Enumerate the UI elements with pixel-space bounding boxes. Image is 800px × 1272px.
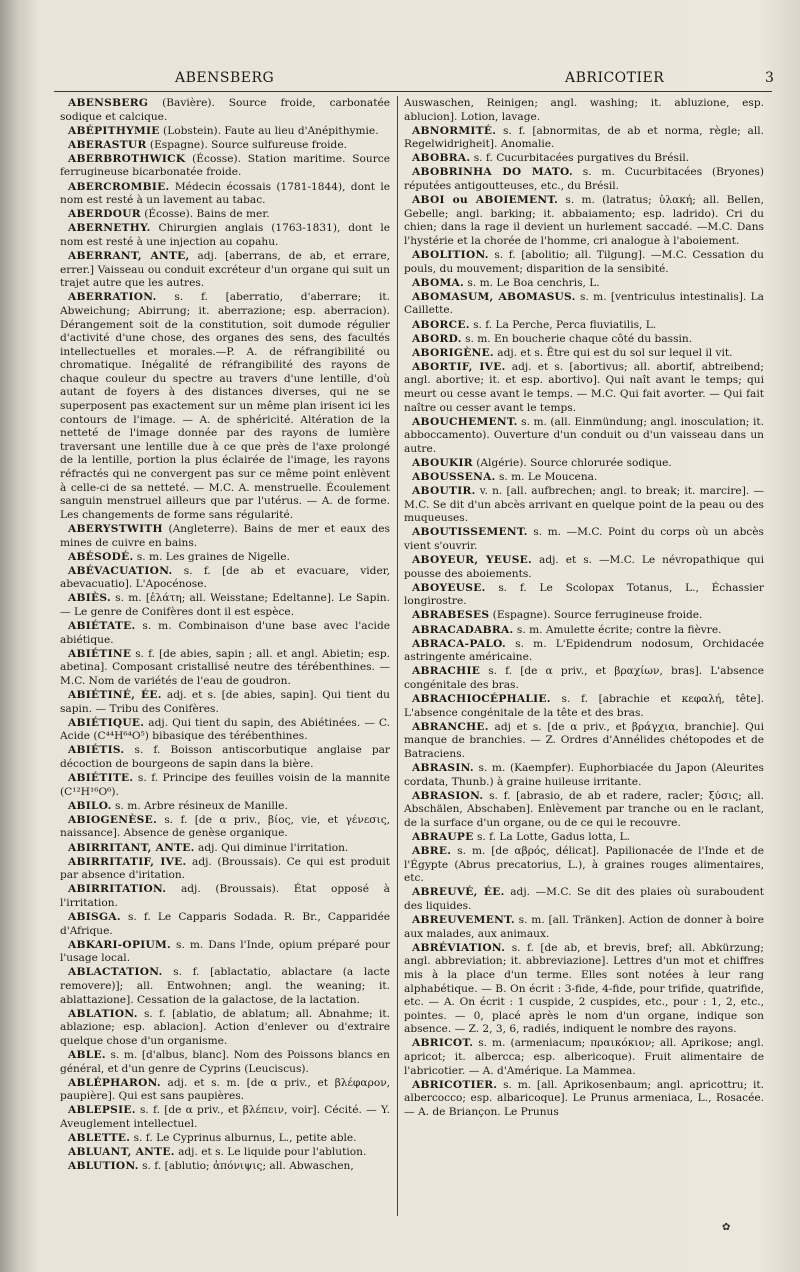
entry-definition: (Algérie). Source chlorurée sodique. [472,456,672,469]
entry-definition: adj. [aberrans, de ab, et errare, errer.] Vaisseau ou conduit excréteur d'un organe qui suit un trajet autre que les autres. [60,250,391,290]
entry-headword: ABOUKIR [412,456,473,469]
entry-definition: s. m. Combinaison d'une base avec l'acide abiétique. [60,620,390,646]
entry-headword: ABLACTATION. [68,966,163,979]
entry-headword: ABERDOUR [68,208,141,221]
entry-headword: ABRACHIOCÉPHALIE. [412,693,551,706]
entry-definition: adj. et s. [abortivus; all. abortif, abtreibend; angl. abortive; it. et esp. abortivo]. Qui naît avant le temps; qui meurt ou cesse avant le temps. — M.C. Qui fait avorter. — Qui fait naître ou cesser avant le temps. [404,360,764,414]
entry-headword: ABOYEUSE. [412,581,486,594]
entry-definition: s. f. [de abies, sapin ; all. et angl. Abietin; esp. abetina]. Composant cristallisé neutre des térébenthines. — M.C. Nom de variétés de l'eau de goudron. [60,647,390,687]
entry-definition: s. f. La Perche, Perca fluviatilis, L. [469,318,657,331]
entry-definition: s. m. Cucurbitacées (Bryones) réputées antigoutteuses, etc., du Brésil. [404,166,765,193]
entry-headword: ABNORMITÉ. [412,124,497,137]
entry-headword: ABIÉTATE. [68,620,136,633]
dictionary-entry [60,1077,390,1104]
entry-definition: s. f. [ablactatio, ablactare (a lacte removere)]; all. Entwohnen; angl. the weaning; it. ablattazione]. Cessation de la galactose, de la lactation. [60,966,390,1006]
dictionary-entry [404,609,764,623]
entry-definition: s. f. Boisson antiscorbutique anglaise par décoction de bourgeons de sapin dans la bière. [60,744,390,770]
entry-headword: ABIÉTIS. [68,744,125,757]
dictionary-entry [60,689,390,716]
dictionary-entry [60,966,390,1007]
entry-headword: ABOUCHEMENT. [412,415,518,428]
entry-headword: ABIÉTITE. [68,772,134,785]
dictionary-entry [404,277,764,291]
entry-headword: ABIRRITATIF, IVE. [68,855,187,868]
entry-headword: ABRACADABRA. [412,623,514,636]
dictionary-entry [404,416,764,457]
entry-definition: s. f. Le Capparis Sodada. R. Br., Capparidée d'Afrique. [60,911,390,937]
dictionary-entry [404,942,764,1037]
entry-headword: ABIRRITANT, ANTE. [68,841,195,854]
dictionary-entry [60,620,390,647]
dictionary-entry [404,721,764,762]
dictionary-entry [404,333,764,347]
right-column [404,97,764,1120]
entry-headword: ABERBROTHWICK [68,152,186,165]
entry-definition: s. f. [de α priv., et βραχίων, bras]. L'absence congénitale des bras. [404,665,764,691]
entry-headword: ABERNETHY. [68,222,151,235]
entry-headword: ABRABESES [412,609,490,622]
entry-definition: adj. et s. m. [de α priv., et βλέφαρον, paupière]. Qui est sans paupières. [60,1076,390,1103]
dictionary-entry [404,319,764,333]
entry-definition: s. f. La Lotte, Gadus lotta, L. [473,830,630,843]
entry-headword: ABORD. [412,332,462,345]
entry-definition: s. f. [abrachie et κεφαλή, tête]. L'absence congénitale de la tête et des bras. [404,693,764,719]
dictionary-entry [60,565,390,592]
entry-headword: ABRÉVIATION. [412,941,506,954]
entry-definition: s. m. L'Epidendrum nodosum, Orchidacée astringente américaine. [404,637,764,664]
entry-headword: ABREUVEMENT. [412,914,515,927]
entry-definition: s. m. Arbre résineux de Manille. [111,799,288,812]
column-divider [397,96,398,1216]
entry-definition: Auswaschen, Reinigen; angl. washing; it. abluzione, esp. ablucion]. Lotion, lavage. [404,97,764,123]
entry-definition: s. m. Le Boa cenchris, L. [464,276,600,289]
dictionary-entry [404,845,764,886]
entry-definition: s. m. [all. Aprikosenbaum; angl. apricottru; it. albercocco; esp. albaricoque]. Le Prunus armeniaca, L., Rosacée. — A. de Briançon. Le Prunus [404,1078,764,1118]
entry-headword: ABISGA. [68,911,121,924]
entry-definition: s. f. [abnormitas, de ab et norma, règle; all. Regelwidrigheit]. Anomalie. [404,124,764,151]
entry-headword: ABÉPITHYMIE [68,124,160,137]
entry-definition: adj. —M.C. Se dit des plaies où suraboudent des liquides. [404,886,764,912]
entry-definition: Médecin écossais (1781-1844), dont le nom est resté à un lavement au tabac. [60,180,390,207]
entry-definition: adj. Qui tient du sapin, des Abiétinées. — C. Acide (C⁴⁴H⁶⁴O⁵) bibasique des térébenthines. [60,716,390,743]
entry-headword: ABRAUPE [412,830,474,843]
left-column [60,97,390,1174]
running-header [0,70,800,92]
entry-headword: ABRACA-PALO. [412,637,507,650]
entry-headword: ABRICOT. [412,1037,474,1050]
entry-definition: s. m. Dans l'Inde, opium préparé pour l'usage local. [60,938,390,965]
entry-headword: ABREUVÉ, ÉE. [412,886,505,899]
dictionary-entry [60,291,390,522]
dictionary-entry [404,152,764,166]
dictionary-entry [60,551,390,565]
dictionary-entry [404,554,764,581]
entry-definition: s. m. En boucherie chaque côté du bassin. [461,332,693,345]
dictionary-entry [404,624,764,638]
entry-definition: Chirurgien anglais (1763-1831), dont le nom est resté à une injection au copahu. [60,222,390,248]
entry-headword: ABORIGÈNE. [412,346,494,359]
entry-headword: ABLETTE. [68,1132,131,1145]
entry-headword: ABRASION. [412,789,484,802]
page-number: 3 [765,70,774,86]
entry-definition: (Lobstein). Faute au lieu d'Anépithymie. [159,124,379,137]
entry-definition: s. m. [de αβρός, délicat]. Papilionacée de l'Inde et de l'Égypte (Abrus precatorius, L.), à graines rouges alimentaires, etc. [404,845,764,885]
entry-headword: ABERYSTWITH [68,522,163,535]
entry-headword: ABRANCHE. [412,720,489,733]
entry-headword: ABOBRA. [412,152,471,165]
dictionary-entry [404,471,764,485]
entry-definition: adj. (Broussais). État opposé à l'irritation. [60,883,390,909]
dictionary-entry [60,208,390,222]
dictionary-entry [60,800,390,814]
entry-headword: ABRE. [412,845,452,858]
entry-definition: (Angleterre). Bains de mer et eaux des mines de cuivre en bains. [60,522,390,549]
entry-definition: s. m. Amulette écrite; contre la fièvre. [513,623,722,636]
entry-headword: ABIÉTINÉ, ÉE. [68,689,162,702]
entry-headword: ABERRANT, ANTE, [68,250,190,263]
entry-definition: s. f. Le Cyprinus alburnus, L., petite able. [130,1132,357,1145]
entry-definition: adj. et s. Le liquide pour l'ablution. [174,1146,367,1159]
dictionary-entry [404,347,764,361]
entry-definition: s. m. [ventriculus intestinalis]. La Caillette. [404,290,764,317]
dictionary-entry [60,153,390,180]
entry-headword: ABOLITION. [412,249,489,262]
entry-definition: adj. Qui diminue l'irritation. [194,841,349,854]
dictionary-entry [60,772,390,799]
dictionary-entry [404,361,764,415]
dictionary-entry [404,97,764,124]
entry-definition: adj. (Broussais). Ce qui est produit par absence d'iritation. [60,855,390,882]
entry-headword: ABLATION. [68,1007,138,1020]
printer-ornament: ✿ [722,1222,731,1233]
dictionary-entry [60,1160,390,1174]
entry-definition: adj. et s. Être qui est du sol sur lequel il vit. [493,346,733,359]
entry-definition: s. m. (all. Einmündung; angl. inosculation; it. abboccamento). Ouverture d'un conduit ou d'un vaisseau dans un autre. [404,415,764,455]
entry-headword: ABLEPSIE. [68,1104,136,1117]
entry-definition: s. m. (Kaempfer). Euphorbiacée du Japon (Aleurites cordata, Thunb.) à graine huileuse irritante. [404,762,764,788]
dictionary-entry [404,914,764,941]
dictionary-entry [60,250,390,291]
entry-definition: s. f. Principe des feuilles voisin de la mannite (C¹²H¹⁶O⁶). [60,772,390,798]
header-last-word: ABRICOTIER [565,70,665,86]
entry-definition: s. f. [de α priv., βίος, vie, et γένεσις, naissance]. Absence de genèse organique. [60,813,390,840]
dictionary-entry [404,582,764,609]
dictionary-entry [60,1104,390,1131]
dictionary-entry [60,523,390,550]
dictionary-entry [404,831,764,845]
entry-headword: ABORTIF, IVE. [412,360,506,373]
dictionary-entry [60,744,390,771]
dictionary-entry [60,717,390,744]
entry-definition: (Écosse). Bains de mer. [140,208,270,221]
entry-definition: s. f. Cucurbitacées purgatives du Brésil. [470,152,690,165]
entry-definition: s. f. [de ab, et brevis, bref; all. Abkürzung; angl. abbreviation; it. abbreviazione]. Lettres d'un mot et chiffres mis à la place d'un terme. Elles sont notées à leur rang alphabétique. — B. On écrit : 3-fide, 4-fide, pour trifide, quatrifide, etc. — A. On écrit : 1 cuspide, 2 cuspides, etc., pour : 1, 2, etc., pointes. — 0, placé après le nom d'un organe, indique son absence. — Z. 2, 3, 6, radiés, indiquent le nombre des rayons. [404,941,764,1036]
entry-definition: s. m. Le Moucena. [495,471,598,484]
entry-headword: ABERCROMBIE. [68,180,170,193]
entry-headword: ABOUTIR. [412,485,476,498]
dictionary-entry [60,125,390,139]
dictionary-entry [404,1079,764,1120]
entry-headword: ABOI ou ABOIEMENT. [412,194,559,207]
entry-headword: ABOMASUM, ABOMASUS. [412,290,576,303]
entry-definition: s. f. [de ab et evacuare, vider, abevacuatio]. L'Apocénose. [60,564,390,591]
entry-headword: ABRACHIE [412,665,481,678]
entry-headword: ABOMA. [412,276,465,289]
dictionary-entry [404,762,764,789]
entry-headword: ABORCE. [412,318,470,331]
dictionary-entry [60,648,390,689]
entry-definition: s. m. Les graines de Nigelle. [133,550,290,563]
dictionary-entry [60,97,390,124]
entry-headword: ABERASTUR [68,138,147,151]
dictionary-entry [60,181,390,208]
entry-definition: (Espagne). Source sulfureuse froide. [146,138,347,151]
dictionary-entry [404,457,764,471]
dictionary-entry [60,1008,390,1049]
entry-definition: v. n. [all. aufbrechen; angl. to break; it. marcire]. — M.C. Se dit d'un abcès arrivant en quelque point de la peau ou des muqueuses. [404,485,764,525]
entry-headword: ABÉSODÉ. [68,550,134,563]
entry-headword: ABRICOTIER. [412,1078,498,1091]
entry-headword: ABLÉPHARON. [68,1076,161,1089]
dictionary-entry [60,1132,390,1146]
dictionary-entry [404,485,764,526]
dictionary-entry [60,1049,390,1076]
entry-definition: s. f. Le Scolopax Totanus, L., Échassier longirostre. [404,581,764,608]
dictionary-entry [60,222,390,249]
entry-headword: ABENSBERG [68,97,149,109]
entry-definition: adj. et s. [de abies, sapin]. Qui tient du sapin. — Tribu des Conifères. [60,689,390,715]
entry-definition: s. m. [ἐλάτη; all. Weisstane; Edeltanne]. Le Sapin. — Le genre de Conifères dont il est espèce. [60,592,390,618]
entry-definition: s. m. [all. Tränken]. Action de donner à boire aux malades, aux animaux. [404,914,764,940]
entry-definition: s. f. [aberratio, d'aberrare; it. Abweichung; Abirrung; it. aberrazione; esp. aberracion). Dérangement soit de la constitution, soit dumode régulier d'activité d'une chose, des organes des sens, des facultés intellectuelles et morales.—P. A. de réfrangibilité ou chromatique. Inégalité de réfrangibilité des rayons de chaque couleur du spectre au travers d'une lentille, d'où autant de foyers à des distances diverses, qui ne se superposent pas exactement sur un même plan irisent ici les contours de l'image. — A. de sphéricité. Altération de la netteté de l'image donnée par des rayons de lumière traversant une lentille due à ce que près de l'axe prolongé de la lentille, portion la plus éclairée de l'image, les rayons réfractés qui ne convergent pas sur ce même point enlèvent à celle-ci de sa netteté. — M.C. A. menstruelle. Écoulement sanguin menstruel ailleurs que par l'utérus. — A. de forme. Les changements de forme sans régularité. [60,291,390,521]
entry-definition: s. m. (latratus; ὑλακή; all. Bellen, Gebelle; angl. barking; it. abbaiamento; esp. ladrido). Cri du chien; dans la rage il devient un hurlement saccadé. —M.C. Dans l'hystérie et la chorée de l'homme, cri analogue à l'aboiement. [404,194,764,247]
entry-headword: ABOUTISSEMENT. [412,526,528,539]
entry-headword: ABOBRINHA DO MATO. [412,166,573,179]
dictionary-entry [60,842,390,856]
entry-definition: s. f. [ablutio; ἀπόνιψις; all. Abwaschen, [138,1160,354,1173]
dictionary-entry [404,291,764,318]
entry-headword: ABIÈS. [68,592,111,605]
dictionary-entry [404,249,764,276]
entry-headword: ABÉVACUATION. [68,564,173,577]
entry-definition: s. f. [abolitio; all. Tilgung]. —M.C. Cessation du pouls, du mouvement; disparition de la sensibité. [404,249,764,275]
entry-headword: ABOYEUR, YEUSE. [412,554,533,567]
dictionary-entry [404,693,764,720]
entry-definition: s. f. [abrasio, de ab et radere, racler; ξύσις; all. Abschälen, Abschaben]. Enlèvement par tranche ou en le raclant, de la surface d'un organe, ou de ce qui le recouvre. [404,789,764,829]
dictionary-entry [60,883,390,910]
dictionary-entry [60,911,390,938]
dictionary-entry [404,886,764,913]
dictionary-entry [404,665,764,692]
dictionary-entry [60,1146,390,1160]
dictionary-entry [404,1037,764,1078]
dictionary-entry [404,194,764,248]
entry-headword: ABRASIN. [412,762,474,774]
entry-headword: ABIOGENÈSE. [68,813,157,826]
dictionary-entry [60,856,390,883]
entry-definition: s. m. (armeniacum; πραικόκιον; all. Aprikose; angl. apricot; it. albercca; esp. albericoque). Fruit alimentaire de l'abricotier. — A. d'Amérique. La Mammea. [404,1037,764,1077]
header-first-word: ABENSBERG [175,70,275,86]
entry-definition: s. f. [ablatio, de ablatum; all. Abnahme; it. ablazione; esp. ablacion]. Action d'enlever ou d'extraire quelque chose d'un organisme. [60,1007,390,1047]
entry-definition: (Bavière). Source froide, carbonatée sodique et calcique. [60,97,390,123]
entry-headword: ABKARI-OPIUM. [68,938,172,951]
entry-headword: ABLE. [68,1048,106,1061]
entry-definition: adj et s. [de α priv., et βράγχια, branchie]. Qui manque de branchies. — Z. Ordres d'Annélides chétopodes et de Batraciens. [404,720,764,760]
entry-headword: ABIÉTINE [68,647,132,660]
entry-definition: s. f. [de α priv., et βλέπειν, voir]. Cécité. — Y. Aveuglement intellectuel. [60,1104,390,1130]
entry-headword: ABOUSSENA. [412,471,496,484]
dictionary-entry [404,638,764,665]
dictionary-entry [60,592,390,619]
dictionary-entry [60,139,390,153]
entry-definition: adj. et s. —M.C. Le névropathique qui pousse des aboiements. [404,554,765,580]
entry-headword: ABIRRITATION. [68,883,167,896]
entry-definition: s. m. —M.C. Point du corps où un abcès vient s'ouvrir. [404,526,764,552]
dictionary-entry [404,166,764,193]
entry-definition: (Espagne). Source ferrugineuse froide. [489,609,703,622]
dictionary-entry [60,939,390,966]
dictionary-entry [60,814,390,841]
entry-headword: ABERRATION. [68,291,157,304]
entry-headword: ABLUANT, ANTE. [68,1146,175,1159]
dictionary-entry [404,125,764,152]
header-rule [54,91,772,92]
entry-headword: ABIÉTIQUE. [68,716,145,729]
dictionary-entry [404,790,764,831]
entry-definition: s. m. [d'albus, blanc]. Nom des Poissons blancs en général, et d'un genre de Cyprins (Leuciscus). [60,1048,390,1075]
entry-headword: ABLUTION. [68,1160,139,1173]
entry-headword: ABILO. [68,799,112,812]
entry-definition: (Écosse). Station maritime. Source ferrugineuse bicarbonatée froide. [60,152,390,179]
dictionary-entry [404,526,764,553]
